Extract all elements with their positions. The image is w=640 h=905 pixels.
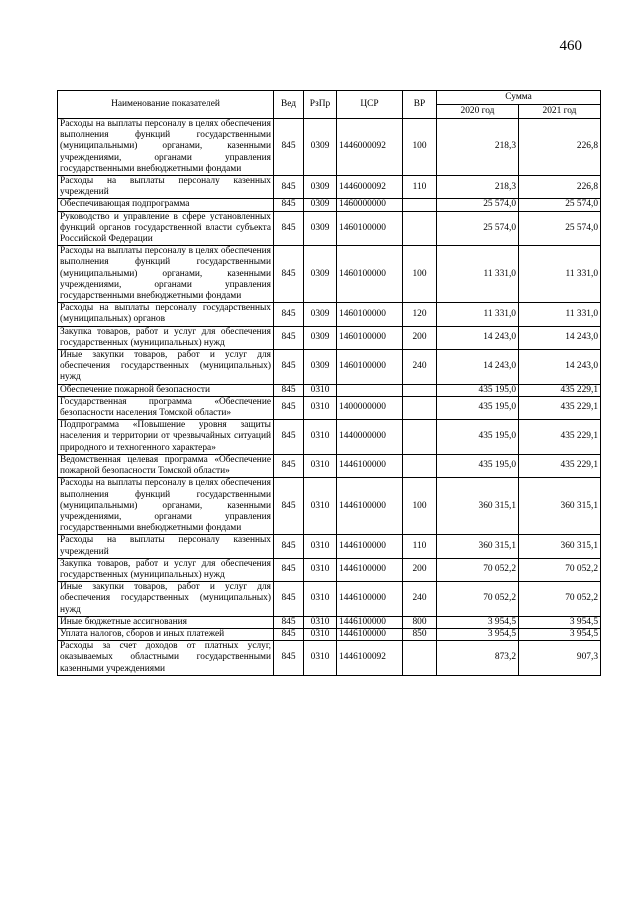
cell-ved: 845 [274,616,304,628]
col-header-sum: Сумма [437,91,601,105]
cell-ved: 845 [274,119,304,176]
cell-sum-2020: 218,3 [437,119,519,176]
cell-csr: 1460100000 [337,211,403,246]
cell-sum-2020: 360 315,1 [437,478,519,535]
cell-name: Расходы на выплаты персоналу в целях обеспечения выполнения функций государственными (муниципальными) органами, казенными учреждениями, органами управления государственными внебюджетными фондами [58,478,274,535]
cell-name: Иные бюджетные ассигнования [58,616,274,628]
cell-rzpr: 0309 [304,211,337,246]
cell-name: Расходы на выплаты персоналу в целях обеспечения выполнения функций государственными (муниципальными) органами, казенными учреждениями, органами управления государственными внебюджетными фондами [58,246,274,303]
cell-ved: 845 [274,420,304,455]
table-row [58,478,601,535]
cell-ved: 845 [274,176,304,199]
cell-ved: 845 [274,582,304,617]
cell-rzpr: 0310 [304,628,337,640]
cell-ved: 845 [274,641,304,676]
cell-rzpr: 0310 [304,478,337,535]
cell-name: Руководство и управление в сфере установленных функций органов государственной власти субъекта Российской Федерации [58,211,274,246]
cell-sum-2020: 435 195,0 [437,384,519,396]
cell-name: Расходы за счет доходов от платных услуг, оказываемых областными государственными казенными учреждениями [58,641,274,676]
table-body [58,119,601,676]
cell-rzpr: 0309 [304,119,337,176]
cell-rzpr: 0309 [304,326,337,349]
cell-ved: 845 [274,211,304,246]
cell-sum-2021: 360 315,1 [519,478,601,535]
cell-csr: 1460000000 [337,199,403,211]
cell-sum-2020: 435 195,0 [437,454,519,477]
cell-sum-2021: 25 574,0 [519,199,601,211]
cell-vr: 100 [403,119,437,176]
cell-csr: 1446000092 [337,119,403,176]
cell-sum-2021: 3 954,5 [519,616,601,628]
cell-ved: 845 [274,558,304,581]
cell-ved: 845 [274,246,304,303]
cell-csr: 1446100000 [337,616,403,628]
table-row [58,641,601,676]
table-row [58,119,601,176]
table-row [58,211,601,246]
col-header-csr: ЦСР [337,91,403,119]
cell-sum-2021: 907,3 [519,641,601,676]
cell-vr: 240 [403,350,437,385]
cell-sum-2021: 14 243,0 [519,350,601,385]
col-header-2021: 2021 год [519,105,601,119]
budget-table [57,90,601,676]
cell-sum-2021: 14 243,0 [519,326,601,349]
cell-rzpr: 0310 [304,558,337,581]
cell-name: Иные закупки товаров, работ и услуг для обеспечения государственных (муниципальных) нужд [58,350,274,385]
cell-rzpr: 0309 [304,350,337,385]
cell-sum-2021: 70 052,2 [519,558,601,581]
cell-csr: 1460100000 [337,350,403,385]
cell-sum-2020: 11 331,0 [437,303,519,326]
cell-name: Обеспечивающая подпрограмма [58,199,274,211]
cell-csr: 1446100092 [337,641,403,676]
cell-vr: 100 [403,246,437,303]
cell-ved: 845 [274,396,304,419]
cell-vr: 200 [403,326,437,349]
cell-rzpr: 0309 [304,303,337,326]
cell-name: Иные закупки товаров, работ и услуг для обеспечения государственных (муниципальных) нужд [58,582,274,617]
cell-sum-2020: 360 315,1 [437,535,519,558]
cell-ved: 845 [274,350,304,385]
cell-sum-2021: 435 229,1 [519,396,601,419]
table-row [58,199,601,211]
cell-sum-2020: 25 574,0 [437,211,519,246]
cell-sum-2020: 218,3 [437,176,519,199]
table-row [58,176,601,199]
cell-sum-2021: 11 331,0 [519,246,601,303]
cell-rzpr: 0309 [304,199,337,211]
cell-sum-2020: 25 574,0 [437,199,519,211]
cell-name: Расходы на выплаты персоналу казенных учреждений [58,535,274,558]
header-row [58,91,601,105]
cell-sum-2021: 435 229,1 [519,420,601,455]
cell-rzpr: 0310 [304,616,337,628]
table-row [58,384,601,396]
cell-name: Закупка товаров, работ и услуг для обеспечения государственных (муниципальных) нужд [58,558,274,581]
table-row [58,628,601,640]
cell-sum-2020: 3 954,5 [437,616,519,628]
cell-sum-2021: 70 052,2 [519,582,601,617]
cell-csr: 1446100000 [337,582,403,617]
cell-vr [403,384,437,396]
cell-sum-2020: 435 195,0 [437,396,519,419]
cell-csr: 1460100000 [337,303,403,326]
cell-rzpr: 0310 [304,454,337,477]
cell-csr: 1446100000 [337,558,403,581]
table-row [58,558,601,581]
cell-csr [337,384,403,396]
cell-vr [403,454,437,477]
cell-ved: 845 [274,326,304,349]
cell-vr [403,199,437,211]
cell-sum-2021: 25 574,0 [519,211,601,246]
cell-name: Расходы на выплаты персоналу в целях обеспечения выполнения функций государственными (муниципальными) органами, казенными учреждениями, органами управления государственными внебюджетными фондами [58,119,274,176]
cell-csr: 1460100000 [337,326,403,349]
cell-vr [403,420,437,455]
table-row [58,454,601,477]
table-row [58,396,601,419]
cell-rzpr: 0310 [304,384,337,396]
col-header-ved: Вед [274,91,304,119]
cell-sum-2021: 3 954,5 [519,628,601,640]
cell-name: Подпрограмма «Повышение уровня защиты населения и территории от чрезвычайных ситуаций природного и техногенного характера» [58,420,274,455]
cell-rzpr: 0309 [304,176,337,199]
table-row [58,616,601,628]
table-row [58,582,601,617]
cell-sum-2021: 360 315,1 [519,535,601,558]
cell-name: Закупка товаров, работ и услуг для обеспечения государственных (муниципальных) нужд [58,326,274,349]
cell-csr: 1446100000 [337,478,403,535]
cell-rzpr: 0310 [304,396,337,419]
cell-vr: 100 [403,478,437,535]
cell-ved: 845 [274,303,304,326]
cell-sum-2020: 70 052,2 [437,558,519,581]
col-header-2020: 2020 год [437,105,519,119]
cell-rzpr: 0310 [304,582,337,617]
cell-sum-2020: 70 052,2 [437,582,519,617]
cell-name: Ведомственная целевая программа «Обеспечение пожарной безопасности Томской области» [58,454,274,477]
cell-vr: 850 [403,628,437,640]
cell-sum-2021: 226,8 [519,119,601,176]
cell-name: Уплата налогов, сборов и иных платежей [58,628,274,640]
cell-vr [403,396,437,419]
cell-ved: 845 [274,535,304,558]
page-number: 460 [559,38,582,54]
table-row [58,246,601,303]
cell-vr: 200 [403,558,437,581]
cell-ved: 845 [274,454,304,477]
table-row [58,326,601,349]
table-row [58,420,601,455]
cell-sum-2020: 3 954,5 [437,628,519,640]
cell-vr: 800 [403,616,437,628]
cell-csr: 1460100000 [337,246,403,303]
cell-rzpr: 0309 [304,246,337,303]
cell-vr: 110 [403,535,437,558]
cell-csr: 1440000000 [337,420,403,455]
table-row [58,303,601,326]
cell-vr: 120 [403,303,437,326]
cell-csr: 1446100000 [337,628,403,640]
col-header-vr: ВР [403,91,437,119]
cell-name: Расходы на выплаты персоналу казенных учреждений [58,176,274,199]
cell-ved: 845 [274,199,304,211]
cell-csr: 1446100000 [337,535,403,558]
cell-ved: 845 [274,628,304,640]
cell-vr [403,641,437,676]
cell-sum-2020: 873,2 [437,641,519,676]
cell-sum-2021: 435 229,1 [519,454,601,477]
cell-csr: 1446100000 [337,454,403,477]
cell-sum-2020: 435 195,0 [437,420,519,455]
cell-rzpr: 0310 [304,535,337,558]
cell-vr: 240 [403,582,437,617]
cell-csr: 1446000092 [337,176,403,199]
cell-name: Государственная программа «Обеспечение безопасности населения Томской области» [58,396,274,419]
cell-sum-2020: 14 243,0 [437,350,519,385]
cell-csr: 1400000000 [337,396,403,419]
cell-rzpr: 0310 [304,641,337,676]
cell-sum-2020: 11 331,0 [437,246,519,303]
cell-rzpr: 0310 [304,420,337,455]
col-header-rzpr: РзПр [304,91,337,119]
cell-vr [403,211,437,246]
cell-ved: 845 [274,384,304,396]
table-row [58,535,601,558]
cell-vr: 110 [403,176,437,199]
col-header-name: Наименование показателей [58,91,274,119]
cell-name: Обеспечение пожарной безопасности [58,384,274,396]
cell-ved: 845 [274,478,304,535]
cell-sum-2021: 435 229,1 [519,384,601,396]
cell-sum-2021: 226,8 [519,176,601,199]
cell-name: Расходы на выплаты персоналу государственных (муниципальных) органов [58,303,274,326]
cell-sum-2020: 14 243,0 [437,326,519,349]
table-row [58,350,601,385]
cell-sum-2021: 11 331,0 [519,303,601,326]
